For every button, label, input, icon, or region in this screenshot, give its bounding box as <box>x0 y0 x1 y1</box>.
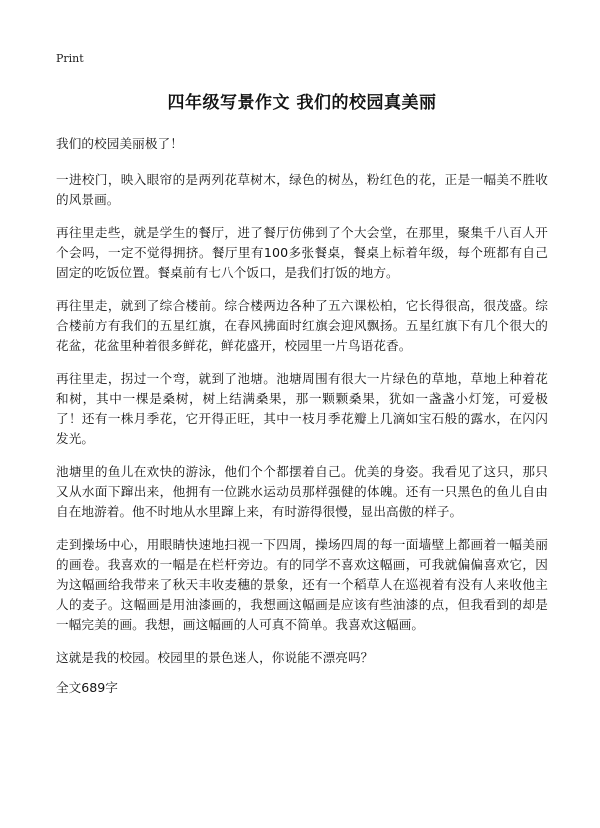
paragraph-school-gate: 一进校门，映入眼帘的是两列花草树木，绿色的树丛，粉红色的花，正是一幅美不胜收的风景画。 <box>56 172 548 207</box>
paragraph-dining-hall: 再往里走些，就是学生的餐厅，进了餐厅仿佛到了个大会堂，在那里，聚集千八百人开个会吗，一定不觉得拥挤。餐厅里有100多张餐桌，餐桌上标着年级，每个班都有自己固定的吃饭位置。餐桌前有七八个饭口，是我们打饭的地方。 <box>56 225 548 280</box>
article-title: 四年级写景作文 我们的校园真美丽 <box>167 93 437 113</box>
print-link[interactable]: Print <box>56 52 84 65</box>
paragraph-pond: 再往里走，拐过一个弯，就到了池塘。池塘周围有很大一片绿色的草地，草地上种着花和树，其中一棵是桑树，树上结满桑果，那一颗颗桑果，犹如一盏盏小灯笼，可爱极了！还有一株月季花，它开得正旺，其中一枝月季花瓣上几滴如宝石般的露水，在闪闪发光。 <box>56 371 548 446</box>
paragraph-fish: 池塘里的鱼儿在欢快的游泳，他们个个都摆着自己。优美的身姿。我看见了这只，那只又从水面下蹿出来，他拥有一位跳水运动员那样强健的体魄。还有一只黑色的鱼儿自由自在地游着。他不时地从水里蹿上来，有时游得很慢，显出高傲的样子。 <box>56 464 548 519</box>
paragraph-complex-building: 再往里走，就到了综合楼前。综合楼两边各种了五六课松柏，它长得很高，很茂盛。综合楼前方有我们的五星红旗，在春风拂面时红旗会迎风飘扬。五星红旗下有几个很大的花盆，花盆里种着很多鲜花，鲜花盛开，校园里一片鸟语花香。 <box>56 298 548 353</box>
word-count: 全文689字 <box>56 680 118 695</box>
paragraph-intro: 我们的校园美丽极了！ <box>56 136 183 151</box>
paragraph-conclusion: 这就是我的校园。校园里的景色迷人，你说能不漂亮吗？ <box>56 650 374 665</box>
paragraph-playground: 走到操场中心，用眼睛快速地扫视一下四周，操场四周的每一面墙壁上都画着一幅美丽的画卷。我喜欢的一幅是在栏杆旁边。有的同学不喜欢这幅画，可我就偏偏喜欢它，因为这幅画给我带来了秋天丰收麦穗的景象，还有一个稻草人在巡视着有没有人来收他主人的麦子。这幅画是用油漆画的，我想画这幅画是应该有些油漆的点，但我看到的却是一幅完美的画。我想，画这幅画的人可真不简单。我喜欢这幅画。 <box>56 537 548 632</box>
